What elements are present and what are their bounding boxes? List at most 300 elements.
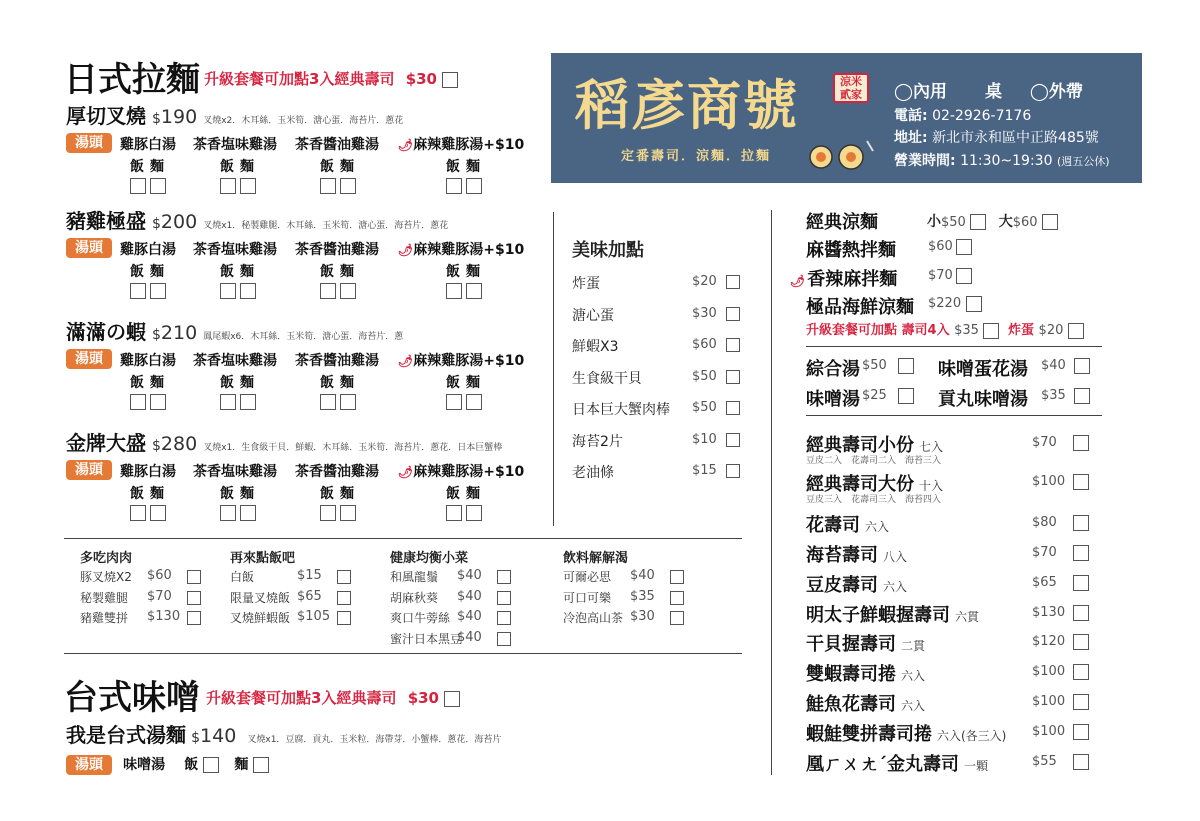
miso-promo-text: 升級套餐可加點3入經典壽司 <box>206 689 397 707</box>
side-item-checkbox[interactable] <box>337 570 351 584</box>
addon-name: 鮮蝦X3 <box>572 339 619 355</box>
side-item-price: $40 <box>457 609 482 624</box>
sushi-price: $100 <box>1032 694 1066 709</box>
side-item-name: 和風龍鬚 <box>390 570 439 584</box>
sushi-price: $130 <box>1032 605 1066 620</box>
spicy-soup-label: 麻辣雞豚湯+$10 <box>413 242 525 258</box>
ramen-dish <box>66 316 403 345</box>
side-item-checkbox[interactable] <box>670 611 684 625</box>
sushi-checkbox[interactable] <box>1073 545 1089 561</box>
dine-in-option[interactable]: ◯內用 <box>894 82 948 102</box>
sushi-detail: 豆皮三入 花壽司三入 海苔四入 <box>806 495 942 505</box>
rice-label: 飯 <box>446 375 460 391</box>
noodle-checkbox[interactable] <box>150 394 166 410</box>
spicy-soup-option <box>398 239 524 259</box>
sushi-price: $65 <box>1032 575 1057 590</box>
soup-item-checkbox[interactable] <box>1074 388 1090 404</box>
soup-option: 茶香塩味雞湯 <box>193 353 277 369</box>
noodle-checkbox[interactable] <box>240 178 256 194</box>
side-item-name: 白飯 <box>230 570 255 584</box>
large-size-price: $60 <box>1012 215 1038 230</box>
sushi-item <box>806 601 979 627</box>
cold-noodle-item <box>806 293 914 319</box>
sushi-price: $100 <box>1032 474 1066 489</box>
addon-name: 日本巨大蟹肉棒 <box>572 402 670 418</box>
side-group-title: 多吃肉肉 <box>80 551 133 566</box>
side-item-checkbox[interactable] <box>497 570 511 584</box>
sushi-price: $100 <box>1032 724 1066 739</box>
cold-noodle-promo-text: 升級套餐可加點 壽司4入 <box>806 323 950 338</box>
side-item-price: $40 <box>630 568 655 583</box>
ramen-dish-price-value: 200 <box>160 211 198 233</box>
noodle-label: 麵 <box>466 159 480 175</box>
noodle-label: 麵 <box>466 486 480 502</box>
miso-dish-ingredients: 叉燒x1．豆腐．貢丸．玉米粒．海帶芽．小蟹棒．蔥花．海苔片 <box>247 735 502 745</box>
sushi-name: 蝦鮭雙拼壽司捲 <box>806 724 932 745</box>
soup-item-price: $50 <box>862 358 887 373</box>
currency-sign: $ <box>152 438 161 454</box>
classic-cold-noodle: 經典涼麵 <box>806 212 878 233</box>
miso-promo-checkbox[interactable] <box>444 691 460 707</box>
soup-option: 雞豚白湯 <box>120 242 176 258</box>
noodle-label: 麵 <box>150 159 164 175</box>
soup-option: 茶香醬油雞湯 <box>295 353 379 369</box>
side-item-checkbox[interactable] <box>187 570 201 584</box>
miso-dish-price: 140 <box>200 725 237 747</box>
ramen-dish-price-value: 280 <box>160 433 198 455</box>
shop-stamp: 涼米貳家 <box>833 73 869 103</box>
sushi-item <box>806 720 1006 746</box>
soup-option: 雞豚白湯 <box>120 137 176 153</box>
addon-name: 炸蛋 <box>572 276 600 292</box>
currency-sign: $ <box>152 216 161 232</box>
currency-sign: $ <box>152 327 161 343</box>
table-label: 桌 <box>984 82 1002 102</box>
closed-day: (週五公休) <box>1056 155 1110 168</box>
rice-checkbox[interactable] <box>320 283 336 299</box>
noodle-checkbox[interactable] <box>466 178 482 194</box>
side-item-checkbox[interactable] <box>337 611 351 625</box>
miso-noodle-label: 麵 <box>234 757 249 773</box>
sushi-item <box>806 690 925 716</box>
ramen-dish <box>66 205 448 234</box>
cold-noodle-item <box>806 236 896 262</box>
rice-checkbox[interactable] <box>220 505 236 521</box>
addon-price: $20 <box>692 274 717 289</box>
miso-noodle-checkbox[interactable] <box>253 757 269 773</box>
address-label: 地址: <box>894 130 928 146</box>
cold-noodle-price: $70 <box>928 267 953 283</box>
addon-name: 生食級干貝 <box>572 370 642 387</box>
sushi-checkbox[interactable] <box>1073 634 1089 650</box>
sushi-count: 六入 <box>865 520 890 534</box>
rice-checkbox[interactable] <box>220 178 236 194</box>
sushi-price: $55 <box>1032 754 1057 769</box>
classic-cold-noodle-sizes <box>927 211 1058 231</box>
rice-checkbox[interactable] <box>130 394 146 410</box>
side-item-checkbox[interactable] <box>497 591 511 605</box>
soup-option: 雞豚白湯 <box>120 353 176 369</box>
side-item-name: 可爾必思 <box>563 570 612 584</box>
miso-promo-price: $30 <box>407 689 439 707</box>
side-group-title: 飲料解解渴 <box>563 551 629 566</box>
rice-label: 飯 <box>130 159 144 175</box>
ramen-dish-price <box>152 211 197 233</box>
sushi-price: $120 <box>1032 634 1066 649</box>
soup-badge: 湯頭 <box>66 133 112 153</box>
rice-checkbox[interactable] <box>446 283 462 299</box>
cold-noodle-name: 極品海鮮涼麵 <box>806 297 914 318</box>
ramen-dish-name: 金牌大盛 <box>66 431 146 455</box>
addon-checkbox[interactable] <box>726 338 740 352</box>
addons-title: 美味加點 <box>572 240 644 261</box>
spicy-soup-label: 麻辣雞豚湯+$10 <box>413 464 525 480</box>
noodle-label: 麵 <box>240 486 254 502</box>
side-item-name: 秘製雞腿 <box>80 590 129 605</box>
rice-label: 飯 <box>320 159 334 175</box>
ramen-dish <box>66 100 403 129</box>
sushi-checkbox[interactable] <box>1073 515 1089 531</box>
side-item-price: $40 <box>457 629 482 645</box>
sushi-name: 經典壽司小份 <box>806 435 914 456</box>
sushi-checkbox[interactable] <box>1073 694 1089 710</box>
rice-checkbox[interactable] <box>130 283 146 299</box>
miso-promo <box>206 687 460 708</box>
rice-label: 飯 <box>320 486 334 502</box>
ramen-promo <box>204 68 458 89</box>
soup-badge: 湯頭 <box>66 349 112 369</box>
rice-label: 飯 <box>130 486 144 502</box>
ramen-dish-ingredients: 鳳尾蝦x6．木耳絲．玉米筍．溏心蛋．海苔片．蔥 <box>203 332 404 342</box>
promo-sushi-checkbox[interactable] <box>983 323 999 339</box>
chili-icon: 🌶 <box>398 243 414 257</box>
sushi-price: $100 <box>1032 664 1066 679</box>
side-item-checkbox[interactable] <box>187 611 201 625</box>
soup-item-price: $35 <box>1041 388 1066 403</box>
noodle-label: 麵 <box>240 264 254 280</box>
soup-option: 茶香醬油雞湯 <box>295 242 379 258</box>
side-item-checkbox[interactable] <box>670 591 684 605</box>
addon-price: $30 <box>692 305 717 321</box>
ramen-title: 日式拉麵 <box>64 60 200 100</box>
noodle-label: 麵 <box>340 375 354 391</box>
soup-item-name: 味噌蛋花湯 <box>938 359 1028 380</box>
rice-label: 飯 <box>320 264 334 280</box>
address-text: 新北市永和區中正路485號 <box>932 130 1099 146</box>
rice-label: 飯 <box>446 264 460 280</box>
sushi-item <box>806 511 889 537</box>
miso-dish: 我是台式湯麵 $140 叉燒x1．豆腐．貢丸．玉米粒．海帶芽．小蟹棒．蔥花．海苔片 <box>66 723 502 747</box>
sushi-name: 凰ㄏㄨㄤˊ金丸壽司 <box>806 754 959 775</box>
shop-phone <box>894 105 1031 125</box>
miso-rice-label: 飯 <box>184 757 199 773</box>
cold-noodle-checkbox[interactable] <box>956 239 972 255</box>
addon-checkbox[interactable] <box>726 464 740 478</box>
noodle-checkbox[interactable] <box>340 394 356 410</box>
addon-checkbox[interactable] <box>726 401 740 415</box>
chili-icon: 🌶 <box>398 465 414 479</box>
noodle-checkbox[interactable] <box>150 178 166 194</box>
rice-checkbox[interactable] <box>446 394 462 410</box>
noodle-checkbox[interactable] <box>340 505 356 521</box>
noodle-checkbox[interactable] <box>466 394 482 410</box>
noodle-checkbox[interactable] <box>340 178 356 194</box>
addon-price: $50 <box>692 368 717 384</box>
soup-option: 雞豚白湯 <box>120 464 176 480</box>
small-size-label: 小 <box>927 214 941 230</box>
side-item-name: 豚叉燒X2 <box>80 570 132 584</box>
rice-checkbox[interactable] <box>446 178 462 194</box>
side-group-title: 再來點飯吧 <box>230 551 296 566</box>
rice-checkbox[interactable] <box>220 283 236 299</box>
ramen-dish-ingredients: 叉燒x2．木耳絲．玉米筍．溏心蛋．海苔片．蔥花 <box>203 116 404 126</box>
miso-soup: 味噌湯 <box>123 757 166 773</box>
noodle-checkbox[interactable] <box>240 394 256 410</box>
sushi-name: 海苔壽司 <box>806 545 878 566</box>
noodle-label: 麵 <box>466 375 480 391</box>
miso-rice-checkbox[interactable] <box>203 757 219 773</box>
noodle-label: 麵 <box>340 159 354 175</box>
spicy-soup-label: 麻辣雞豚湯+$10 <box>413 353 525 369</box>
cold-noodle-price: $60 <box>928 239 953 254</box>
noodle-label: 麵 <box>240 375 254 391</box>
soup-option: 茶香塩味雞湯 <box>193 242 277 258</box>
sushi-checkbox[interactable] <box>1073 724 1089 740</box>
ramen-dish-name: 厚切叉燒 <box>66 104 146 128</box>
sushi-count: 七入 <box>919 440 944 454</box>
hours-text: 11:30~19:30 <box>960 153 1053 169</box>
soup-item-price: $40 <box>1041 358 1066 373</box>
addon-price: $10 <box>692 431 717 447</box>
rice-label: 飯 <box>446 159 460 175</box>
rice-label: 飯 <box>130 375 144 391</box>
noodle-label: 麵 <box>150 486 164 502</box>
takeout-option[interactable]: ◯外帶 <box>1029 82 1083 102</box>
sushi-count: 六入 <box>883 580 908 594</box>
sushi-checkbox[interactable] <box>1073 575 1089 591</box>
cold-noodle-checkbox[interactable] <box>956 268 972 284</box>
ramen-dish-name: 豬雞極盛 <box>66 209 146 233</box>
soup-option: 茶香塩味雞湯 <box>193 137 277 153</box>
cold-noodle-name: 麻醬熱拌麵 <box>806 240 896 261</box>
side-item-price: $35 <box>630 588 655 604</box>
cold-noodle-promo <box>806 319 1084 339</box>
sushi-count: 十入 <box>919 479 944 493</box>
side-item-checkbox[interactable] <box>670 570 684 584</box>
side-group-title: 健康均衡小菜 <box>390 551 469 566</box>
rice-label: 飯 <box>446 486 460 502</box>
shop-subtitle: 定番壽司．涼麵．拉麵 <box>621 149 772 164</box>
ramen-dish-price-value: 190 <box>160 106 198 128</box>
side-item-price: $130 <box>147 609 181 624</box>
noodle-checkbox[interactable] <box>466 283 482 299</box>
side-item-checkbox[interactable] <box>497 632 511 646</box>
sushi-checkbox[interactable] <box>1073 474 1089 490</box>
soup-option: 茶香醬油雞湯 <box>295 464 379 480</box>
ramen-dish-price-value: 210 <box>160 322 198 344</box>
side-item-price: $60 <box>147 568 172 583</box>
large-size-label: 大 <box>998 214 1013 230</box>
sushi-count: 六入(各三入) <box>937 729 1007 743</box>
ramen-dish-price <box>152 322 197 344</box>
rice-label: 飯 <box>130 264 144 280</box>
soup-item-price: $25 <box>862 388 887 403</box>
sushi-count: 六入 <box>901 669 926 683</box>
shop-address <box>894 127 1099 147</box>
ramen-promo-checkbox[interactable] <box>442 72 458 88</box>
spicy-soup-label: 麻辣雞豚湯+$10 <box>413 137 525 153</box>
addon-checkbox[interactable] <box>726 275 740 289</box>
sushi-item <box>806 750 988 776</box>
side-item-name: 豬雞雙拼 <box>80 611 129 625</box>
sushi-name: 鮭魚花壽司 <box>806 694 896 715</box>
soup-item-checkbox[interactable] <box>898 388 914 404</box>
currency-sign: $ <box>152 111 161 127</box>
side-item-name: 限量叉燒飯 <box>230 590 291 605</box>
sushi-checkbox[interactable] <box>1073 435 1089 451</box>
rice-checkbox[interactable] <box>320 505 336 521</box>
ramen-promo-price: $30 <box>405 70 437 88</box>
side-item-name: 蜜汁日本黑豆 <box>390 631 463 646</box>
rice-label: 飯 <box>220 375 234 391</box>
sushi-detail: 豆皮二入 花壽司二入 海苔三入 <box>806 456 942 466</box>
side-item-price: $30 <box>630 609 655 624</box>
rice-label: 飯 <box>220 159 234 175</box>
noodle-checkbox[interactable] <box>466 505 482 521</box>
rice-checkbox[interactable] <box>320 178 336 194</box>
cold-noodle-name: 香辣麻拌麵 <box>807 268 898 290</box>
sushi-count: 六貫 <box>955 610 980 624</box>
addon-name: 海苔2片 <box>572 433 623 450</box>
large-size-checkbox[interactable] <box>1042 214 1058 230</box>
noodle-label: 麵 <box>466 264 480 280</box>
sushi-name: 花壽司 <box>806 515 860 536</box>
cold-noodle-item <box>790 265 897 291</box>
hours-label: 營業時間: <box>894 153 956 169</box>
sushi-checkbox[interactable] <box>1073 605 1089 621</box>
miso-options <box>66 754 269 775</box>
soup-item-name: 貢丸味噌湯 <box>938 389 1028 410</box>
side-item-name: 胡麻秋葵 <box>390 590 439 605</box>
sushi-count: 八入 <box>883 550 908 564</box>
promo-sushi-price: $35 <box>954 323 979 338</box>
side-item-name: 可口可樂 <box>563 590 612 605</box>
addon-price: $50 <box>692 400 717 415</box>
ramen-dish <box>66 427 502 456</box>
ramen-dish-ingredients: 叉燒x1．秘製雞腿．木耳絲．玉米筍．溏心蛋．海苔片．蔥花 <box>203 221 449 231</box>
sushi-count: 二貫 <box>901 639 926 653</box>
side-item-name: 冷泡高山茶 <box>563 611 624 625</box>
shop-banner <box>551 53 1142 183</box>
addon-price: $15 <box>692 463 717 478</box>
rice-checkbox[interactable] <box>320 394 336 410</box>
shop-hours <box>894 150 1110 170</box>
side-item-checkbox[interactable] <box>187 591 201 605</box>
sushi-count: 六入 <box>901 699 926 713</box>
noodle-label: 麵 <box>340 264 354 280</box>
rice-checkbox[interactable] <box>220 394 236 410</box>
promo-egg-checkbox[interactable] <box>1068 323 1084 339</box>
noodle-checkbox[interactable] <box>150 283 166 299</box>
sushi-name: 干貝握壽司 <box>806 634 896 655</box>
soup-badge: 湯頭 <box>66 460 112 480</box>
sushi-price: $80 <box>1032 515 1057 530</box>
addon-price: $60 <box>692 337 717 352</box>
ramen-promo-text: 升級套餐可加點3入經典壽司 <box>204 70 395 88</box>
soup-item-name: 味噌湯 <box>806 389 860 410</box>
order-type <box>894 77 1083 102</box>
sushi-name: 豆皮壽司 <box>806 575 878 596</box>
soup-item-name: 綜合湯 <box>806 359 860 380</box>
noodle-checkbox[interactable] <box>240 505 256 521</box>
side-item-price: $15 <box>297 568 322 583</box>
sushi-checkbox[interactable] <box>1073 754 1089 770</box>
noodle-checkbox[interactable] <box>340 283 356 299</box>
promo-egg-price: $20 <box>1038 323 1064 338</box>
soup-badge: 湯頭 <box>66 238 112 258</box>
sushi-name: 雙蝦壽司捲 <box>806 664 896 685</box>
spicy-soup-option <box>398 134 524 154</box>
spicy-soup-option <box>398 350 524 370</box>
sushi-illustration <box>807 137 877 177</box>
promo-egg-label: 炸蛋 <box>1008 323 1035 338</box>
sushi-price: $70 <box>1032 545 1057 560</box>
side-item-price: $40 <box>457 568 482 583</box>
rice-label: 飯 <box>320 375 334 391</box>
sushi-name: 經典壽司大份 <box>806 474 914 495</box>
cold-noodle-checkbox[interactable] <box>966 296 982 312</box>
side-item-checkbox[interactable] <box>337 591 351 605</box>
ramen-dish-price <box>152 433 197 455</box>
sushi-item <box>806 660 925 686</box>
soup-item-checkbox[interactable] <box>898 358 914 374</box>
addon-name: 老油條 <box>572 465 614 481</box>
side-item-name: 爽口牛蒡絲 <box>390 611 451 625</box>
shop-name: 稻彥商號 <box>575 74 799 137</box>
rice-label: 飯 <box>220 264 234 280</box>
sushi-count: 一顆 <box>964 759 989 773</box>
small-size-checkbox[interactable] <box>970 214 986 230</box>
noodle-label: 麵 <box>150 375 164 391</box>
sushi-price: $70 <box>1032 435 1057 450</box>
noodle-label: 麵 <box>240 159 254 175</box>
small-size-price: $50 <box>941 215 966 230</box>
noodle-checkbox[interactable] <box>240 283 256 299</box>
chili-icon: 🌶 <box>398 138 414 152</box>
addon-checkbox[interactable] <box>726 307 740 321</box>
soup-option: 茶香塩味雞湯 <box>193 464 277 480</box>
miso-dish-name: 我是台式湯麵 <box>66 723 186 747</box>
phone-label: 電話: <box>894 108 928 124</box>
miso-soup-badge: 湯頭 <box>66 755 112 775</box>
ramen-dish-ingredients: 叉燒x1．生食級干貝．鮮蝦．木耳絲．玉米筍．海苔片．蔥花．日本巨蟹棒 <box>203 443 503 453</box>
rice-checkbox[interactable] <box>130 178 146 194</box>
addon-checkbox[interactable] <box>726 370 740 384</box>
rice-checkbox[interactable] <box>446 505 462 521</box>
side-item-checkbox[interactable] <box>497 611 511 625</box>
ramen-dish-price <box>152 106 197 128</box>
rice-checkbox[interactable] <box>130 505 146 521</box>
sushi-checkbox[interactable] <box>1073 664 1089 680</box>
soup-item-checkbox[interactable] <box>1074 358 1090 374</box>
noodle-checkbox[interactable] <box>150 505 166 521</box>
addon-checkbox[interactable] <box>726 433 740 447</box>
cold-noodle-price: $220 <box>928 296 962 311</box>
chili-icon: 🌶 <box>790 273 806 288</box>
side-item-price: $65 <box>297 588 322 604</box>
sushi-name: 明太子鮮蝦握壽司 <box>806 605 950 626</box>
noodle-label: 麵 <box>340 486 354 502</box>
